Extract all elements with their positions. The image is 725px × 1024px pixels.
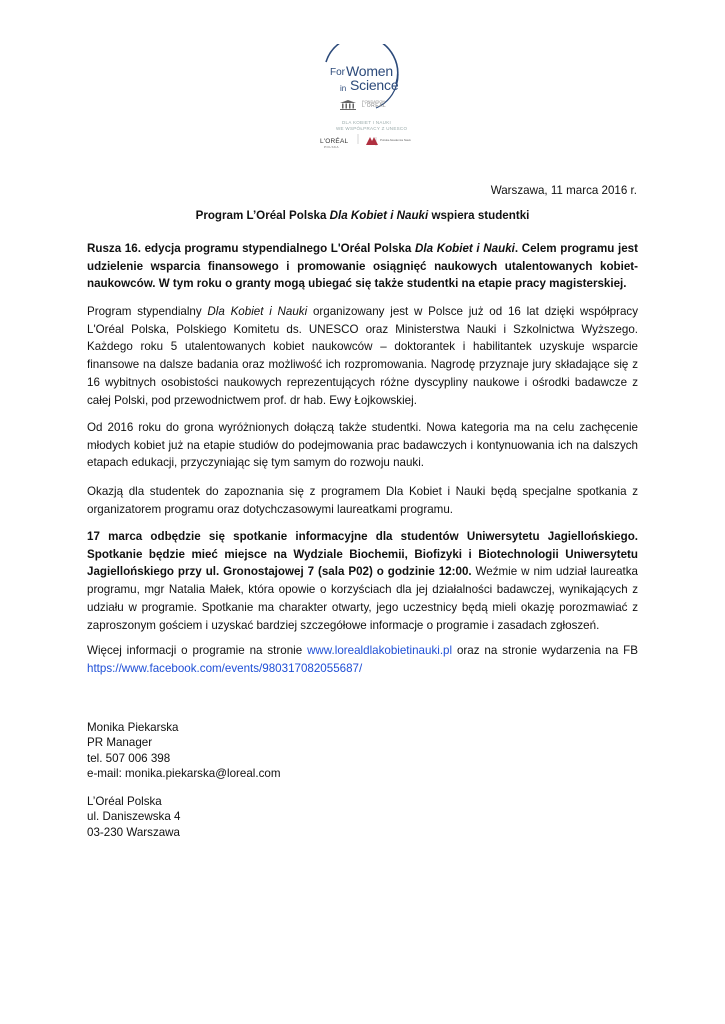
unesco-temple-icon xyxy=(340,100,356,110)
logo-science: Science xyxy=(350,77,399,93)
lead-c: . Celem programu jest udzielenie wsparcia finansowego i promowanie osiągnięć naukowych utalentowanych kobiet-naukowców. W tym roku o granty mogą ubiegać się także studentki na etapie pracy magisterskiej. xyxy=(87,242,638,291)
logo-foundation-brand: L'ORÉAL xyxy=(362,103,387,109)
contact-email: e-mail: monika.piekarska@loreal.com xyxy=(87,767,281,781)
title-italic: Dla Kobiet i Nauki xyxy=(329,209,429,222)
paragraph-students: Od 2016 roku do grona wyróżnionych dołączą także studentki. Nowa kategoria ma na celu zachęcenie młodych kobiet już na etapie studiów do podejmowania prac badawczych i kontynuowania ich na dalszych etapach edukacji, przyczyniając się tym samym do rozwoju nauki. xyxy=(87,421,638,470)
contact-role: PR Manager xyxy=(87,736,153,750)
loreal-sub-text: POLSKA xyxy=(324,145,340,149)
lead-paragraph xyxy=(87,240,638,293)
for-women-in-science-logo xyxy=(318,44,414,152)
p2-c: organizowany jest w Polsce już od 16 lat dzięki współpracy L'Oréal Polska, Polskiego Komitetu ds. UNESCO oraz Ministerstwa Nauki i Szkolnictwa Wyższego. Każdego roku 5 utalentowanych kobiet naukowców – doktorantek i habilitantek uzyskuje wsparcie finansowe na dalsze badania oraz możliwość ich rozpromowania. Nagrodę przyznaje jury składające się z 16 wybitnych osobistości naukowych reprezentujących różne dyscypliny naukowe i ośrodki badawcze z całej Polski, pod przewodnictwem prof. dr hab. Ewy Łojkowskiej. xyxy=(87,305,638,407)
address-street: ul. Daniszewska 4 xyxy=(87,810,181,824)
p2-italic: Dla Kobiet i Nauki xyxy=(207,305,308,318)
title-before: Program L’Oréal Polska xyxy=(195,209,330,222)
lead-italic: Dla Kobiet i Nauki xyxy=(415,242,515,255)
title-after: wspiera studentki xyxy=(428,209,530,222)
loreal-logo-text: L'ORÉAL xyxy=(320,138,349,145)
website-link[interactable]: www.lorealdlakobietinauki.pl xyxy=(307,644,453,657)
logo-in: in xyxy=(340,84,347,93)
logo-foundation-small: FONDATION xyxy=(362,99,386,104)
contact-block xyxy=(87,720,280,782)
paragraph-event xyxy=(87,528,638,634)
facebook-event-link[interactable]: https://www.facebook.com/events/980317082055687/ xyxy=(87,661,363,675)
address-city: 03-230 Warszawa xyxy=(87,825,181,839)
contact-name: Monika Piekarska xyxy=(87,721,179,734)
paragraph-meetings: Okazją dla studentek do zapoznania się z programem Dla Kobiet i Nauki będą specjalne spotkania z organizatorem programu oraz dotychczasowymi laureatkami programu. xyxy=(87,485,638,516)
event-bold: 17 marca odbędzie się spotkanie informacyjne dla studentów Uniwersytetu Jagiellońskiego. Spotkanie będzie mieć miejsce na Wydziale Biochemii, Biofizyki i Biotechnologii Uniwersytetu Jagiellońskiego przy ul. Gronostajowej 7 (sala P02) o godzinie 12:00. xyxy=(87,530,638,579)
address-company: L’Oréal Polska xyxy=(87,795,162,808)
document-title xyxy=(0,209,725,222)
pan-logo-text: Polska Akademia Nauk xyxy=(380,138,411,142)
event-rest: Weźmie w nim udział laureatka programu, mgr Natalia Małek, która opowie o korzyściach dla jej działalności badawczej, wynikających z udziału w programie. Spotkanie ma charakter otwarty, jego uczestnicy będą mieli okazję porozmawiać z zaproszonym gościem i uzyskać bardziej szczegółowe informacje o programie i zasadach zgłoszeń. xyxy=(87,565,638,632)
p2-a: Program stypendialny xyxy=(87,305,208,318)
document-date: Warszawa, 11 marca 2016 r. xyxy=(490,184,637,197)
paragraph-more-info xyxy=(87,642,638,677)
paragraph-program xyxy=(87,303,638,409)
logo-arc-icon xyxy=(318,44,414,152)
logo-women: Women xyxy=(346,63,393,79)
logo-tagline-1: DLA KOBIET I NAUKI xyxy=(342,120,392,125)
contact-tel: tel. 507 006 398 xyxy=(87,751,171,765)
logo-tagline-2: WE WSPÓŁPRACY Z UNESCO xyxy=(336,126,408,131)
logo-for: For xyxy=(330,67,345,78)
lead-a: Rusza 16. edycja programu stypendialnego L'Oréal Polska xyxy=(87,242,415,255)
more-info-b: oraz na stronie wydarzenia na FB xyxy=(452,644,638,657)
more-info-a: Więcej informacji o programie na stronie xyxy=(87,644,308,657)
address-block xyxy=(87,794,180,840)
pan-emblem-icon xyxy=(366,137,378,145)
